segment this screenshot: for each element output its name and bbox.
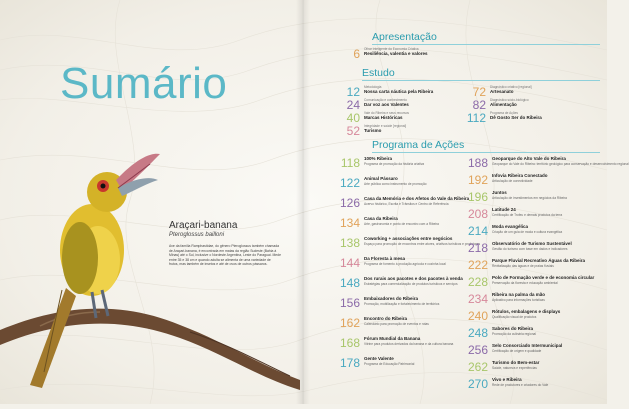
page-number: 234 <box>467 292 488 306</box>
page-number: 72 <box>472 85 486 99</box>
entry-title: Nossa carta náutica pela Ribeira <box>364 89 434 94</box>
entry-title: Ribeira na palma da mão <box>492 292 546 297</box>
page-number: 214 <box>467 224 488 238</box>
page-number: 126 <box>339 196 360 210</box>
entry-subtitle: Revitalização das águas e de praias fluviais <box>492 264 554 268</box>
toc-entry[interactable] <box>334 276 463 290</box>
page-number: 40 <box>346 111 360 125</box>
page-number: 112 <box>466 111 486 125</box>
entry-subtitle: Certificação de Trofeu e demais produtos da terra <box>492 213 563 217</box>
entry-title: Vivo e Ribeira <box>492 377 522 382</box>
toc-entry[interactable] <box>334 112 454 124</box>
section-divider <box>372 44 600 45</box>
section-heading-apresentacao: Apresentação <box>372 31 437 43</box>
entry-subtitle: Arte pública como instrumento de promoção <box>364 182 427 186</box>
entry-title: Sabores do Ribeira <box>492 326 534 331</box>
page-number: 192 <box>467 173 488 187</box>
toc-entry[interactable] <box>334 86 454 98</box>
entry-subtitle: Arte, gastronomia e ponto de encontro com a Ribeira <box>364 222 439 226</box>
toc-entry[interactable] <box>462 208 582 220</box>
bird-photo <box>0 140 300 404</box>
entry-title: Marcas Históricas <box>364 115 403 120</box>
page-number: 122 <box>339 176 360 190</box>
toc-entry[interactable] <box>462 378 582 390</box>
entry-kicker: Diagnóstico sócio-biológico <box>490 98 529 102</box>
toc-entry[interactable] <box>462 242 582 254</box>
entry-kicker: Diagnóstico criativo [regional] <box>490 85 532 89</box>
page-number: 196 <box>467 190 488 204</box>
entry-kicker: Integridade e saúde [regional] <box>364 124 407 128</box>
entry-title: Animal Pássaro <box>364 176 398 181</box>
page-number: 168 <box>339 336 360 350</box>
entry-title: Dos rurais aos pacotes e dos pacotes à venda <box>364 276 463 281</box>
entry-title: Embaixadores do Ribeira <box>364 296 419 301</box>
toc-entry[interactable] <box>460 86 580 98</box>
page-title: Sumário <box>60 59 228 108</box>
toc-entry[interactable] <box>334 257 454 269</box>
toc-entry[interactable] <box>460 112 580 124</box>
toc-entry[interactable] <box>462 310 582 322</box>
page-number: 228 <box>467 275 488 289</box>
page-number: 188 <box>467 156 488 170</box>
caption-scientific-name: Pteroglossus bailloni <box>169 232 225 238</box>
page-number: 138 <box>339 236 360 250</box>
entry-subtitle: Certificação de origem e qualidade <box>492 349 542 353</box>
entry-title: Artesanato <box>490 89 514 94</box>
entry-subtitle: Promoção da culinária regional <box>492 332 536 336</box>
entry-subtitle: Promoção, mobilização e fortalecimento de territórios <box>364 302 440 306</box>
entry-title: Geoparque do Alto Vale do Ribeira <box>492 156 566 161</box>
toc-entry[interactable] <box>334 317 454 329</box>
page-number: 144 <box>339 256 360 270</box>
page-number: 6 <box>353 47 360 61</box>
toc-entry[interactable] <box>462 275 595 289</box>
page-number: 248 <box>467 326 488 340</box>
toc-entry[interactable] <box>462 344 582 356</box>
entry-title: Da Floresta à mesa <box>364 256 406 261</box>
entry-title: Dar voz aos Valentes <box>364 102 409 107</box>
entry-subtitle: Saúde, natureza e experiências <box>492 366 537 370</box>
page-number: 134 <box>339 216 360 230</box>
photo-caption <box>169 220 289 267</box>
entry-title: Turismo do Bem-estar <box>492 360 540 365</box>
entry-subtitle: Qualificação visual de produtos <box>492 315 537 319</box>
entry-title: Latitude 24 <box>492 207 516 212</box>
toc-entry[interactable] <box>462 293 582 305</box>
entry-subtitle: Preservação da floresta e educação ambiental <box>492 281 558 285</box>
entry-title: Dê Gosto Ser do Ribeira <box>490 115 542 120</box>
entry-title: Encontro do Ribeira <box>364 316 408 321</box>
section-divider <box>362 80 600 81</box>
toc-entry[interactable] <box>462 258 586 272</box>
entry-subtitle: Gestão do turismo com base em dados e indicadores <box>492 247 568 251</box>
page-number: 156 <box>339 296 360 310</box>
entry-title: Fórum Mundial da Banana <box>364 336 421 341</box>
page-number: 118 <box>340 156 360 170</box>
entry-subtitle: Articulação de investimentos em negócios da Ribeira <box>492 196 567 200</box>
entry-title: Infovia Ribeira Conectado <box>492 173 548 178</box>
entry-title: Rótulos, embalagens e displays <box>492 309 561 314</box>
section-divider <box>372 152 600 153</box>
entry-subtitle: Geoparque do Vale do Ribeira: território geológico para conservação e desenvolvimento regional <box>492 162 629 166</box>
page-number: 222 <box>467 258 488 272</box>
entry-title: Juntos <box>492 190 507 195</box>
entry-subtitle: Programa de promoção da história criativa <box>364 162 425 166</box>
entry-subtitle: Acervo histórico, Escrita e Trânsitos e Centro de Referência <box>364 202 449 206</box>
toc-entry[interactable] <box>462 327 582 339</box>
toc-entry[interactable] <box>462 191 582 203</box>
page-number: 218 <box>467 241 488 255</box>
toc-entry[interactable] <box>334 337 454 349</box>
entry-subtitle: Estratégias para comercialização de produtos turísticos e serviços <box>364 282 458 286</box>
entry-title: Casa da Memória e dos Afetos do Vale da Ribeira <box>364 196 470 201</box>
toc-entry[interactable] <box>462 156 629 170</box>
entry-kicker: Metodologia <box>364 85 382 89</box>
page-number: 178 <box>339 356 360 370</box>
entry-subtitle: Programa de fomento à produção agrícola e cozinha local <box>364 262 446 266</box>
entry-subtitle: Criação de um guia de moda e cultura evangélica <box>492 230 563 234</box>
entry-title: Selo Consorciado Intermunicipal <box>492 343 563 348</box>
toc-entry[interactable] <box>334 236 481 250</box>
page-number: 240 <box>467 309 488 323</box>
entry-kicker: Olhar Inteligente da Economia Criativa <box>364 47 419 51</box>
entry-title: Turismo <box>364 128 382 133</box>
entry-title: Gente Valente <box>364 356 394 361</box>
entry-subtitle: Espaço para promoção de encontros entre atores, criativos turísticos e produtores <box>364 242 481 246</box>
page-number: 208 <box>467 207 488 221</box>
page-number: 270 <box>467 377 488 391</box>
toc-entry[interactable] <box>334 196 470 210</box>
toc-entry[interactable] <box>462 361 582 373</box>
toc-entry[interactable] <box>334 99 454 111</box>
entry-subtitle: Vitrine para produtos derivados da banana e da cultura banana <box>364 342 454 346</box>
entry-title: 100% Ribeira <box>364 156 393 161</box>
toc-entry[interactable] <box>334 357 454 369</box>
page-number: 148 <box>339 276 360 290</box>
toc-entry[interactable] <box>334 177 454 189</box>
aracari-banana-illustration <box>0 140 300 404</box>
entry-title: Moda evangélica <box>492 224 529 229</box>
entry-subtitle: Calendário para promoção de eventos e rotas <box>364 322 429 326</box>
entry-title: Alimentação <box>490 102 517 107</box>
caption-description: Ave da família Ramphastidae, do gênero Pteroglossus também chamada de Araçari-banana, é encontrada em matas da região Sudeste (Bahia à Minas) até o Sul, inclusive o Nordeste Argentina, Leste do Paraguai. Mede entre 35 e 38 cm e quando adulta se alimenta de uma variedade de frutos, mas também de insetos e até de ovos de outros pássaros. <box>169 244 281 267</box>
page-number: 162 <box>339 316 360 330</box>
section-heading-programa: Programa de Ações <box>372 139 465 151</box>
toc-entry[interactable] <box>334 297 454 309</box>
page-number: 256 <box>467 343 488 357</box>
page-number: 82 <box>472 98 486 112</box>
entry-kicker: Comunicação e conhecimento <box>364 98 407 102</box>
entry-kicker: Vale do Ribeira e seus recursos <box>364 111 409 115</box>
entry-title: Parque Fluvial Recreativo Águas da Ribeira <box>492 258 586 263</box>
toc-entry[interactable] <box>334 48 454 60</box>
entry-title: Polo de Formação verde e de economia circular <box>492 275 595 280</box>
toc-entry[interactable] <box>462 225 582 237</box>
entry-kicker: Programa de Ações <box>490 111 518 115</box>
entry-title: Casa da Ribeira <box>364 216 398 221</box>
entry-subtitle: Rede de produtores e criadores do Vale <box>492 383 549 387</box>
toc-entry[interactable] <box>334 125 454 137</box>
section-heading-estudo: Estudo <box>362 67 395 79</box>
page-number: 12 <box>346 85 360 99</box>
page-number: 262 <box>467 360 488 374</box>
toc-entry[interactable] <box>334 217 454 229</box>
toc-entry[interactable] <box>460 99 580 111</box>
entry-subtitle: Articulação de conectividade <box>492 179 533 183</box>
entry-title: Observatório de Turismo Sustentável <box>492 241 572 246</box>
entry-title: Coworking + associações entre negócios <box>364 236 453 241</box>
page-number: 52 <box>346 124 360 138</box>
entry-subtitle: Aplicativo para informações turísticas <box>492 298 545 302</box>
entry-subtitle: Programa de Educação Patrimonial <box>364 362 415 366</box>
toc-entry[interactable] <box>462 174 582 186</box>
page-number: 24 <box>346 98 360 112</box>
caption-name: Araçari-banana <box>169 220 238 231</box>
entry-title: Resiliência, valentia e valores <box>364 51 428 56</box>
toc-entry[interactable] <box>334 157 454 169</box>
